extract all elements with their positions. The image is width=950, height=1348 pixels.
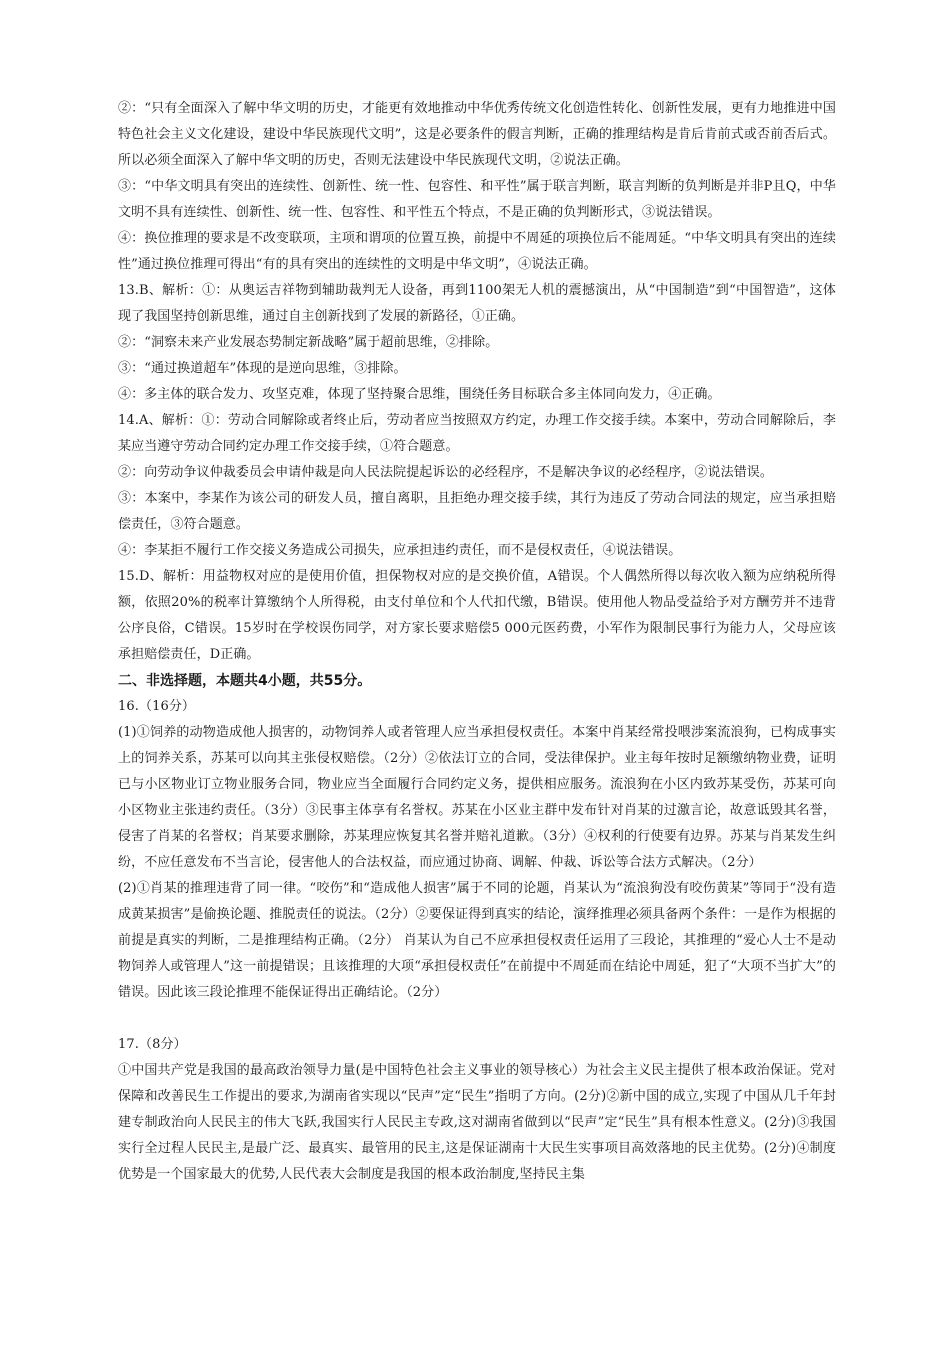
answer-paragraph: ④：换位推理的要求是不改变联项，主项和谓项的位置互换，前提中不周延的项换位后不能周延。“中华文明具有突出的连续性”通过换位推理可得出“有的具有突出的连续性的文明是中华文明”，④说法正确。 (118, 231, 836, 272)
answer-paragraph: 17.（8分） (118, 1037, 187, 1052)
answer-paragraph: ②：“只有全面深入了解中华文明的历史，才能更有效地推动中华优秀传统文化创造性转化、创新性发展，更有力地推进中国特色社会主义文化建设，建设中华民族现代文明”，这是必要条件的假言判断，正确的推理结构是肯后肯前式或否前否后式。所以必须全面深入了解中华文明的历史，否则无法建设中华民族现代文明，②说法正确。 (118, 101, 836, 168)
answer-paragraph: 15.D、解析：用益物权对应的是使用价值，担保物权对应的是交换价值，A错误。个人偶然所得以每次收入额为应纳税所得额，依照20%的税率计算缴纳个人所得税，由支付单位和个人代扣代缴，B错误。使用他人物品受益给予对方酬劳并不违背公序良俗，C错误。15岁时在学校误伤同学，对方家长要求赔偿5 000元医药费，小军作为限制民事行为能力人，父母应该承担赔偿责任，D正确。 (118, 569, 836, 662)
answer-paragraph: 16.（16分） (118, 699, 196, 714)
answer-paragraph: ②：“洞察未来产业发展态势制定新战略”属于超前思维，②排除。 (118, 335, 499, 350)
answer-paragraph: ②：向劳动争议仲裁委员会申请仲裁是向人民法院提起诉讼的必经程序，不是解决争议的必经程序，②说法错误。 (118, 465, 774, 480)
document-page (118, 96, 836, 1188)
answer-paragraph: ①中国共产党是我国的最高政治领导力量(是中国特色社会主义事业的领导核心）为社会主义民主提供了根本政治保证。党对保障和改善民生工作提出的要求,为湖南省实现以“民声”定“民生”指明了方向。(2分)②新中国的成立,实现了中国从几千年封建专制政治向人民民主的伟大飞跃,我国实行人民民主专政,这对湖南省做到以“民声”定“民生”具有根本性意义。(2分)③我国实行全过程人民民主,是最广泛、最真实、最管用的民主,这是保证湖南十大民生实事项目高效落地的民主优势。(2分)④制度优势是一个国家最大的优势,人民代表大会制度是我国的根本政治制度,坚持民主集 (118, 1063, 836, 1182)
answer-paragraph: ④：李某拒不履行工作交接义务造成公司损失，应承担违约责任，而不是侵权责任，④说法错误。 (118, 543, 682, 558)
answer-paragraph: (2)①肖某的推理违背了同一律。“咬伤”和“造成他人损害”属于不同的论题，肖某认为“流浪狗没有咬伤黄某”等同于“没有造成黄某损害”是偷换论题、推脱责任的说法。（2分）②要保证得到真实的结论，演绎推理必须具备两个条件：一是作为根据的前提是真实的判断，二是推理结构正确。（2分） 肖某认为自己不应承担侵权责任运用了三段论，其推理的“爱心人士不是动物饲养人或管理人”这一前提错误；且该推理的大项“承担侵权责任”在前提中不周延而在结论中周延，犯了“大项不当扩大”的错误。因此该三段论推理不能保证得出正确结论。（2分） (118, 881, 836, 1000)
answer-paragraph: 14.A、解析：①：劳动合同解除或者终止后，劳动者应当按照双方约定，办理工作交接手续。本案中，劳动合同解除后，李某应当遵守劳动合同约定办理工作交接手续，①符合题意。 (118, 413, 836, 454)
blank-line (118, 1006, 836, 1032)
answer-paragraph: ④：多主体的联合发力、攻坚克难，体现了坚持聚合思维，围绕任务目标联合多主体同向发力，④正确。 (118, 387, 721, 402)
section-heading: 二、非选择题，本题共4小题，共55分。 (118, 673, 372, 689)
answer-paragraph: 13.B、解析：①：从奥运吉祥物到辅助裁判无人设备，再到1100架无人机的震撼演出，从“中国制造”到“中国智造”，这体现了我国坚持创新思维，通过自主创新找到了发展的新路径，①正确。 (118, 283, 836, 324)
answer-paragraph: (1)①饲养的动物造成他人损害的，动物饲养人或者管理人应当承担侵权责任。本案中肖某经常投喂涉案流浪狗，已构成事实上的饲养关系，苏某可以向其主张侵权赔偿。（2分）②依法订立的合同，受法律保护。业主每年按时足额缴纳物业费，证明已与小区物业订立物业服务合同，物业应当全面履行合同约定义务，提供相应服务。流浪狗在小区内致苏某受伤，苏某可向小区物业主张违约责任。（3分）③民事主体享有名誉权。苏某在小区业主群中发布针对肖某的过激言论，故意诋毁其名誉，侵害了肖某的名誉权；肖某要求删除，苏某理应恢复其名誉并赔礼道歉。（3分）④权利的行使要有边界。苏某与肖某发生纠纷，不应任意发布不当言论，侵害他人的合法权益，而应通过协商、调解、仲裁、诉讼等合法方式解决。（2分） (118, 725, 836, 870)
answer-paragraph: ③：“中华文明具有突出的连续性、创新性、统一性、包容性、和平性”属于联言判断，联言判断的负判断是并非P且Q，中华文明不具有连续性、创新性、统一性、包容性、和平性五个特点，不是正确的负判断形式，③说法错误。 (118, 179, 836, 220)
answer-paragraph: ③：“通过换道超车”体现的是逆向思维，③排除。 (118, 361, 407, 376)
answer-paragraph: ③：本案中，李某作为该公司的研发人员，擅自离职，且拒绝办理交接手续，其行为违反了劳动合同法的规定，应当承担赔偿责任，③符合题意。 (118, 491, 836, 532)
